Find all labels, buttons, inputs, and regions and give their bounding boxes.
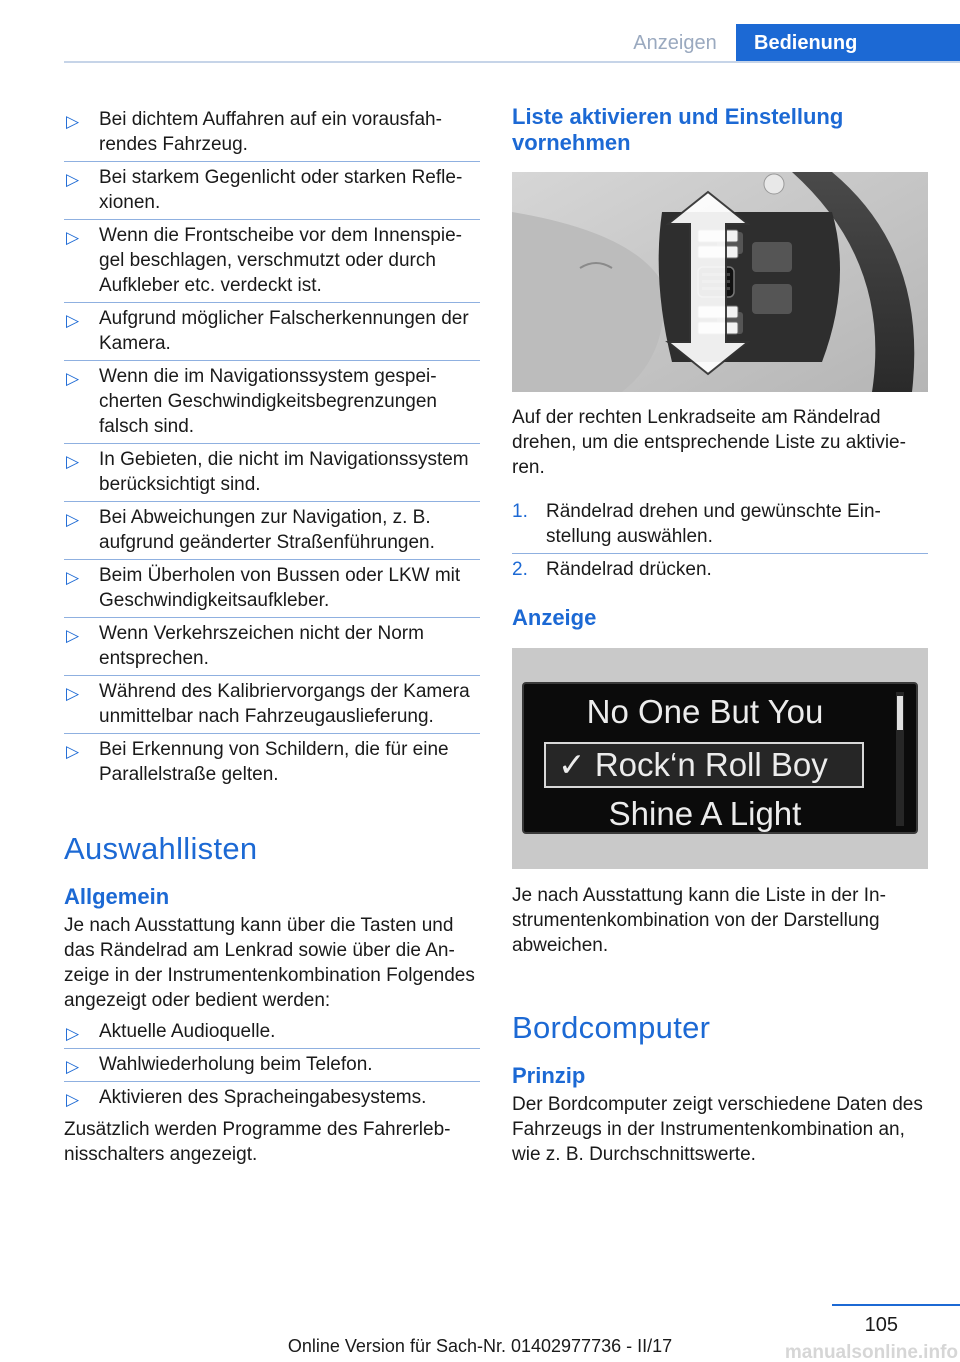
header-divider xyxy=(64,61,960,63)
display-functions-list xyxy=(64,1016,480,1114)
online-version-text: Online Version für Sach-Nr. 01402977736 - II/17 xyxy=(287,1336,673,1356)
display-item-selected: ✓ Rock‘n Roll Boy xyxy=(544,742,864,788)
list-item: ▷ Aufgrund möglicher Falscherkennungen der Kamera. xyxy=(64,302,480,360)
list-item xyxy=(512,496,928,553)
right-column xyxy=(512,104,928,1167)
heading-anzeige: Anzeige xyxy=(512,605,597,630)
watermark: manualsonline.info xyxy=(784,1342,958,1362)
display-item: No One But You xyxy=(586,693,824,730)
display-item: Shine A Light xyxy=(608,795,802,832)
steering-wheel-illustration xyxy=(512,172,928,392)
page-number: 105 xyxy=(864,1314,898,1336)
list-item: ▷ Aktuelle Audioquelle. xyxy=(64,1016,480,1048)
header-tab-bedienung[interactable]: Bedienung xyxy=(736,24,960,62)
limitations-list xyxy=(64,104,480,791)
heading-liste-aktivieren: Liste aktivieren und Einstellung vornehmen xyxy=(512,104,844,155)
step-number: 1. xyxy=(512,501,528,522)
list-item: ▷ Wenn die im Navigationssystem gespeicherten Geschwindigkeitsbegrenzungen falsch sind. xyxy=(64,360,480,443)
display-scrollbar xyxy=(896,692,904,826)
principle-paragraph: Der Bordcomputer zeigt verschiedene Daten des Fahrzeugs in der Instrumentenkombination an, wie z. B. Durchschnittswerte. xyxy=(512,1094,923,1165)
section-title-auswahllisten: Auswahllisten xyxy=(64,831,258,866)
footer-accent-line xyxy=(832,1304,960,1306)
display-note: Je nach Ausstattung kann die Liste in der Instrumentenkombination von der Darstellung abweichen. xyxy=(512,885,886,956)
subsection-title-allgemein: Allgemein xyxy=(64,884,170,909)
list-item: ▷ Wenn Verkehrszeichen nicht der Norm entsprechen. xyxy=(64,617,480,675)
list-item: ▷ Wenn die Frontscheibe vor dem Innenspiegel beschlagen, verschmutzt oder durch Aufkleber etc. verdeckt ist. xyxy=(64,219,480,302)
list-item: ▷ Beim Überholen von Bussen oder LKW mit Geschwindigkeitsaufkleber. xyxy=(64,559,480,617)
step-text: Rändelrad drücken. xyxy=(546,559,712,580)
cluster-display xyxy=(522,682,918,834)
subsection-title-prinzip: Prinzip xyxy=(512,1063,586,1088)
list-item: ▷ In Gebieten, die nicht im Navigationssystem berücksichtigt sind. xyxy=(64,443,480,501)
left-column xyxy=(64,104,480,1167)
step-number: 2. xyxy=(512,559,528,580)
display-scrollbar-thumb xyxy=(897,696,903,730)
display-image xyxy=(512,648,928,869)
section-title-bordcomputer: Bordcomputer xyxy=(512,1010,711,1045)
steering-wheel-image xyxy=(512,172,928,392)
list-item: ▷ Wahlwiederholung beim Telefon. xyxy=(64,1048,480,1081)
list-item: ▷ Während des Kalibriervorgangs der Kamera unmittelbar nach Fahrzeugauslieferung. xyxy=(64,675,480,733)
list-item: ▷ Bei Abweichungen zur Navigation, z. B. aufgrund geänderter Straßenführungen. xyxy=(64,501,480,559)
steps-list xyxy=(512,496,928,586)
header-tab-anzeigen[interactable]: Anzeigen xyxy=(633,31,717,54)
outro-paragraph: Zusätzlich werden Programme des Fahrerlebnisschalters angezeigt. xyxy=(64,1119,451,1165)
list-item xyxy=(512,553,928,586)
intro-paragraph: Je nach Ausstattung kann über die Tasten und das Rändelrad am Lenkrad sowie über die Anzeige in der Instrumentenkombination Folgendes angezeigt oder bedient werden: xyxy=(64,915,475,1011)
list-item: ▷ Aktivieren des Spracheingabesystems. xyxy=(64,1081,480,1114)
list-item: ▷ Bei Erkennung von Schildern, die für eine Parallelstraße gelten. xyxy=(64,733,480,791)
list-item: ▷ Bei dichtem Auffahren auf ein vorausfahrendes Fahrzeug. xyxy=(64,104,480,161)
step-text: Rändelrad drehen und gewünschte Einstellung auswählen. xyxy=(546,501,881,547)
image-caption: Auf der rechten Lenkradseite am Rändelrad drehen, um die entsprechende Liste zu aktivieren. xyxy=(512,407,906,478)
list-item: ▷ Bei starkem Gegenlicht oder starken Reflexionen. xyxy=(64,161,480,219)
